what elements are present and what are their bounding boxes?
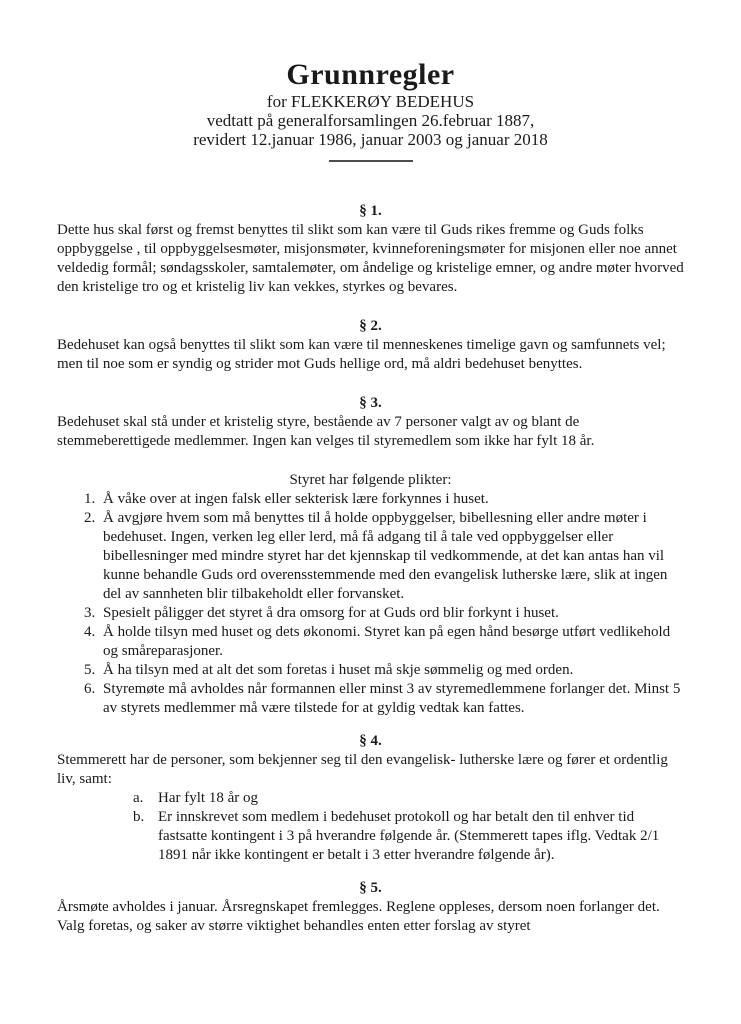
section-paragraph-4 <box>57 732 684 865</box>
duty-list-text-3: Spesielt påligger det styret å dra omsorg for at Guds ord blir forkynt i huset. <box>103 605 559 621</box>
duty-list-marker-4: 4. <box>84 624 96 640</box>
voting-condition-item-b <box>57 808 684 865</box>
section-paragraph-5 <box>57 879 684 936</box>
voting-condition-item-a <box>57 789 684 808</box>
document-subtitle-adopted: vedtatt på generalforsamlingen 26.februar 1887, <box>206 111 535 130</box>
duty-list-item-2 <box>57 509 684 604</box>
duty-list-item-1 <box>57 490 684 509</box>
section-3-text: Bedehuset skal stå under et kristelig styre, bestående av 7 personer valgt av og blant de stemmeberettigede medlemmer. Ingen kan velges til styremedlem som ikke har fylt 18 år. <box>57 414 595 449</box>
duty-list-item-4 <box>57 623 684 661</box>
section-paragraph-2 <box>57 317 684 374</box>
duty-list-marker-2: 2. <box>84 510 96 526</box>
section-3-heading: § 3. <box>359 395 382 411</box>
duty-list-text-1: Å våke over at ingen falsk eller sekterisk lære forkynnes i huset. <box>103 491 489 507</box>
section-5-heading: § 5. <box>359 880 382 896</box>
header-divider <box>329 160 413 162</box>
duty-list-item-6 <box>57 680 684 718</box>
document-header <box>57 58 684 162</box>
voting-condition-marker-a: a. <box>133 790 144 806</box>
duty-list-text-6: Styremøte må avholdes når formannen eller minst 3 av styremedlemmene forlanger det. Minst 5 av styrets medlemmer må være tilstede for at gyldig vedtak kan fattes. <box>103 681 681 716</box>
section-paragraph-1 <box>57 202 684 297</box>
board-duties-subheading: Styret har følgende plikter: <box>289 472 452 488</box>
duty-list-marker-5: 5. <box>84 662 96 678</box>
document-title: Grunnregler <box>286 58 455 91</box>
section-1-heading: § 1. <box>359 203 382 219</box>
duty-list-marker-3: 3. <box>84 605 96 621</box>
duty-list-marker-6: 6. <box>84 681 96 697</box>
section-2-text: Bedehuset kan også benyttes til slikt som kan være til menneskenes timelige gavn og samfunnets vel; men til noe som er syndig og strider mot Guds hellige ord, må aldri bedehuset benyttes. <box>57 337 666 372</box>
section-2-heading: § 2. <box>359 318 382 334</box>
section-4-text: Stemmerett har de personer, som bekjenner seg til den evangelisk- lutherske lære og fører et ordentlig liv, samt: <box>57 752 668 787</box>
section-paragraph-3 <box>57 394 684 718</box>
section-1-text: Dette hus skal først og fremst benyttes til slikt som kan være til Guds rikes fremme og Guds folks oppbyggelse , til oppbyggelsesmøter, misjonsmøter, kvinneforeningsmøter for misjonen eller noe annet veldedig formål; søndagsskoler, samtalemøter, om åndelige og kristelige emner, og andre møter hvorved den kristelige tro og et kristelig liv kan vekkes, styrkes og bevares. <box>57 222 684 295</box>
document-subtitle-org: for FLEKKERØY BEDEHUS <box>266 92 475 111</box>
voting-condition-marker-b: b. <box>133 809 145 825</box>
document-subtitle-revised: revidert 12.januar 1986, januar 2003 og januar 2018 <box>193 130 548 149</box>
duty-list-text-4: Å holde tilsyn med huset og dets økonomi. Styret kan på egen hånd besørge utført vedlikehold og småreparasjoner. <box>103 624 671 659</box>
section-4-heading: § 4. <box>359 733 382 749</box>
voting-condition-text-b: Er innskrevet som medlem i bedehuset protokoll og har betalt den til enhver tid fastsatte kontingent i 3 på hverandre følgende år. (Stemmerett tapes iflg. Vedtak 2/1 1891 når ikke kontingent er betalt i 3 etter hverandre følgende år). <box>158 809 660 863</box>
duty-list-text-2: Å avgjøre hvem som må benyttes til å holde oppbyggelser, bibellesning eller andre møter i bedehuset. Ingen, verken leg eller lerd, må få adgang til å tale ved oppbyggelser eller bibellesninger med mindre styret har det kjennskap til vedkommende, at det kan antas han vil kunne behandle Guds ord overensstemmende med den evangelisk lutherske lære, slik at ingen del av sannheten blir tilbakeholdt eller forvansket. <box>103 510 668 602</box>
duty-list-text-5: Å ha tilsyn med at alt det som foretas i huset må skje sømmelig og med orden. <box>103 662 574 678</box>
duty-list-marker-1: 1. <box>84 491 96 507</box>
section-5-text: Årsmøte avholdes i januar. Årsregnskapet fremlegges. Reglene oppleses, dersom noen forlanger det. Valg foretas, og saker av større viktighet behandles enten etter forslag av styret <box>57 899 660 934</box>
voting-condition-text-a: Har fylt 18 år og <box>158 790 258 806</box>
duty-list-item-5 <box>57 661 684 680</box>
duty-list-item-3 <box>57 604 684 623</box>
